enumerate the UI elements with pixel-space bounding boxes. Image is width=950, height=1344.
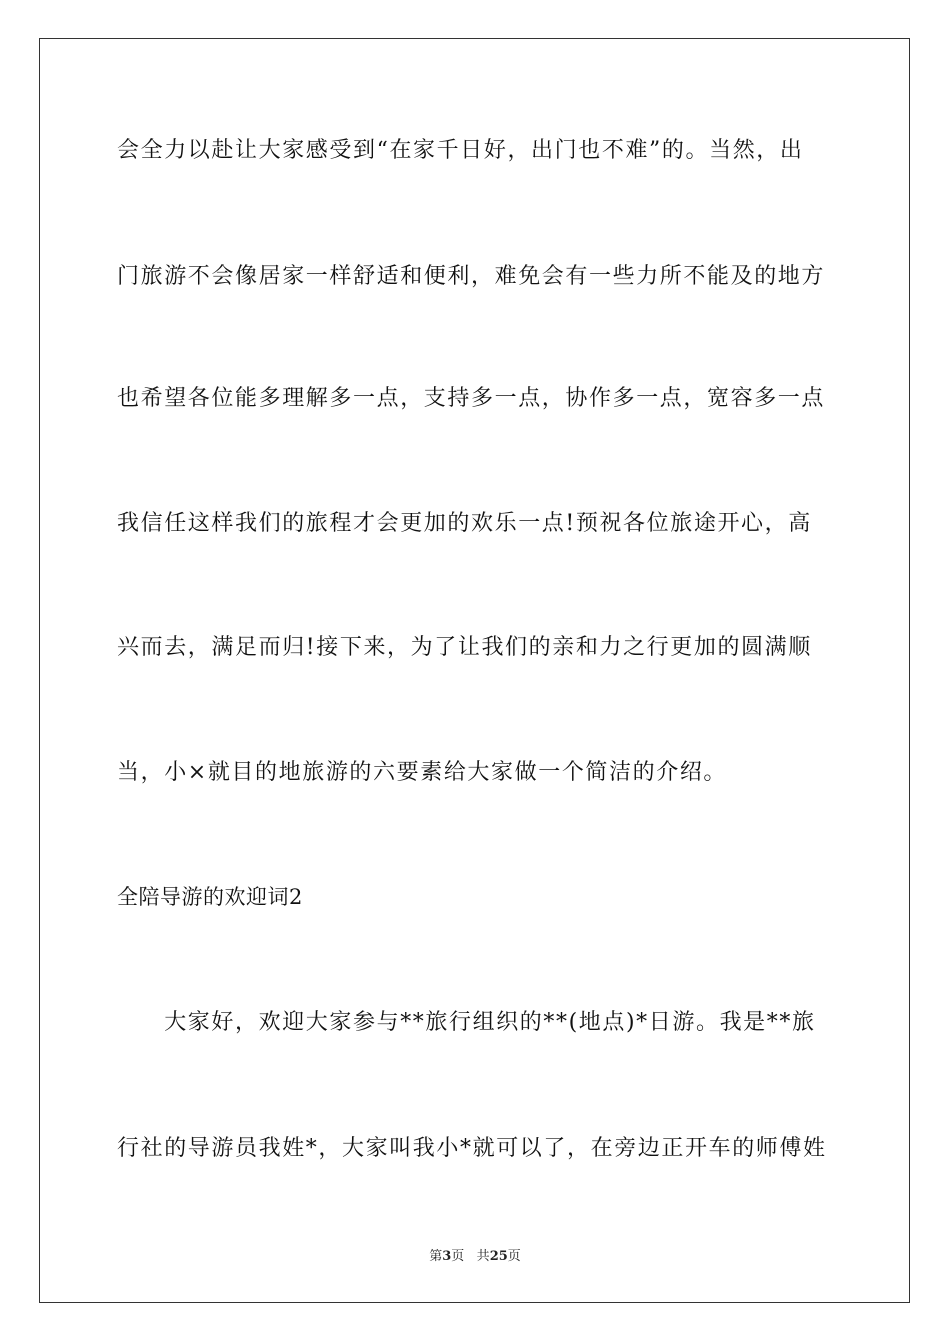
body-text-line: 也希望各位能多理解多一点，支持多一点，协作多一点，宽容多一点 bbox=[117, 386, 826, 411]
footer-total-pages: 25 bbox=[489, 1249, 508, 1264]
footer-page-number: 3 bbox=[442, 1249, 452, 1264]
body-text-line: 行社的导游员我姓*，大家叫我小*就可以了，在旁边正开车的师傅姓 bbox=[117, 1136, 827, 1161]
page-border bbox=[39, 38, 910, 1303]
footer-page-prefix: 第 bbox=[429, 1249, 443, 1264]
body-text-line: 大家好，欢迎大家参与**旅行组织的**(地点)*日游。我是**旅 bbox=[117, 1010, 816, 1035]
body-text-line: 我信任这样我们的旅程才会更加的欢乐一点!预祝各位旅途开心，高 bbox=[117, 511, 812, 536]
section-heading: 全陪导游的欢迎词2 bbox=[117, 885, 303, 909]
footer-total-prefix: 共 bbox=[476, 1249, 490, 1264]
footer-page-suffix: 页 bbox=[451, 1249, 465, 1264]
body-text-line: 当，小×就目的地旅游的六要素给大家做一个简洁的介绍。 bbox=[117, 760, 728, 785]
footer-total-suffix: 页 bbox=[507, 1249, 521, 1264]
body-text-line: 会全力以赴让大家感受到“在家千日好，出门也不难”的。当然，出 bbox=[117, 138, 804, 163]
page-footer bbox=[0, 1248, 950, 1266]
body-text-line: 兴而去，满足而归!接下来，为了让我们的亲和力之行更加的圆满顺 bbox=[117, 635, 812, 660]
body-text-line: 门旅游不会像居家一样舒适和便利，难免会有一些力所不能及的地方 bbox=[117, 264, 826, 289]
